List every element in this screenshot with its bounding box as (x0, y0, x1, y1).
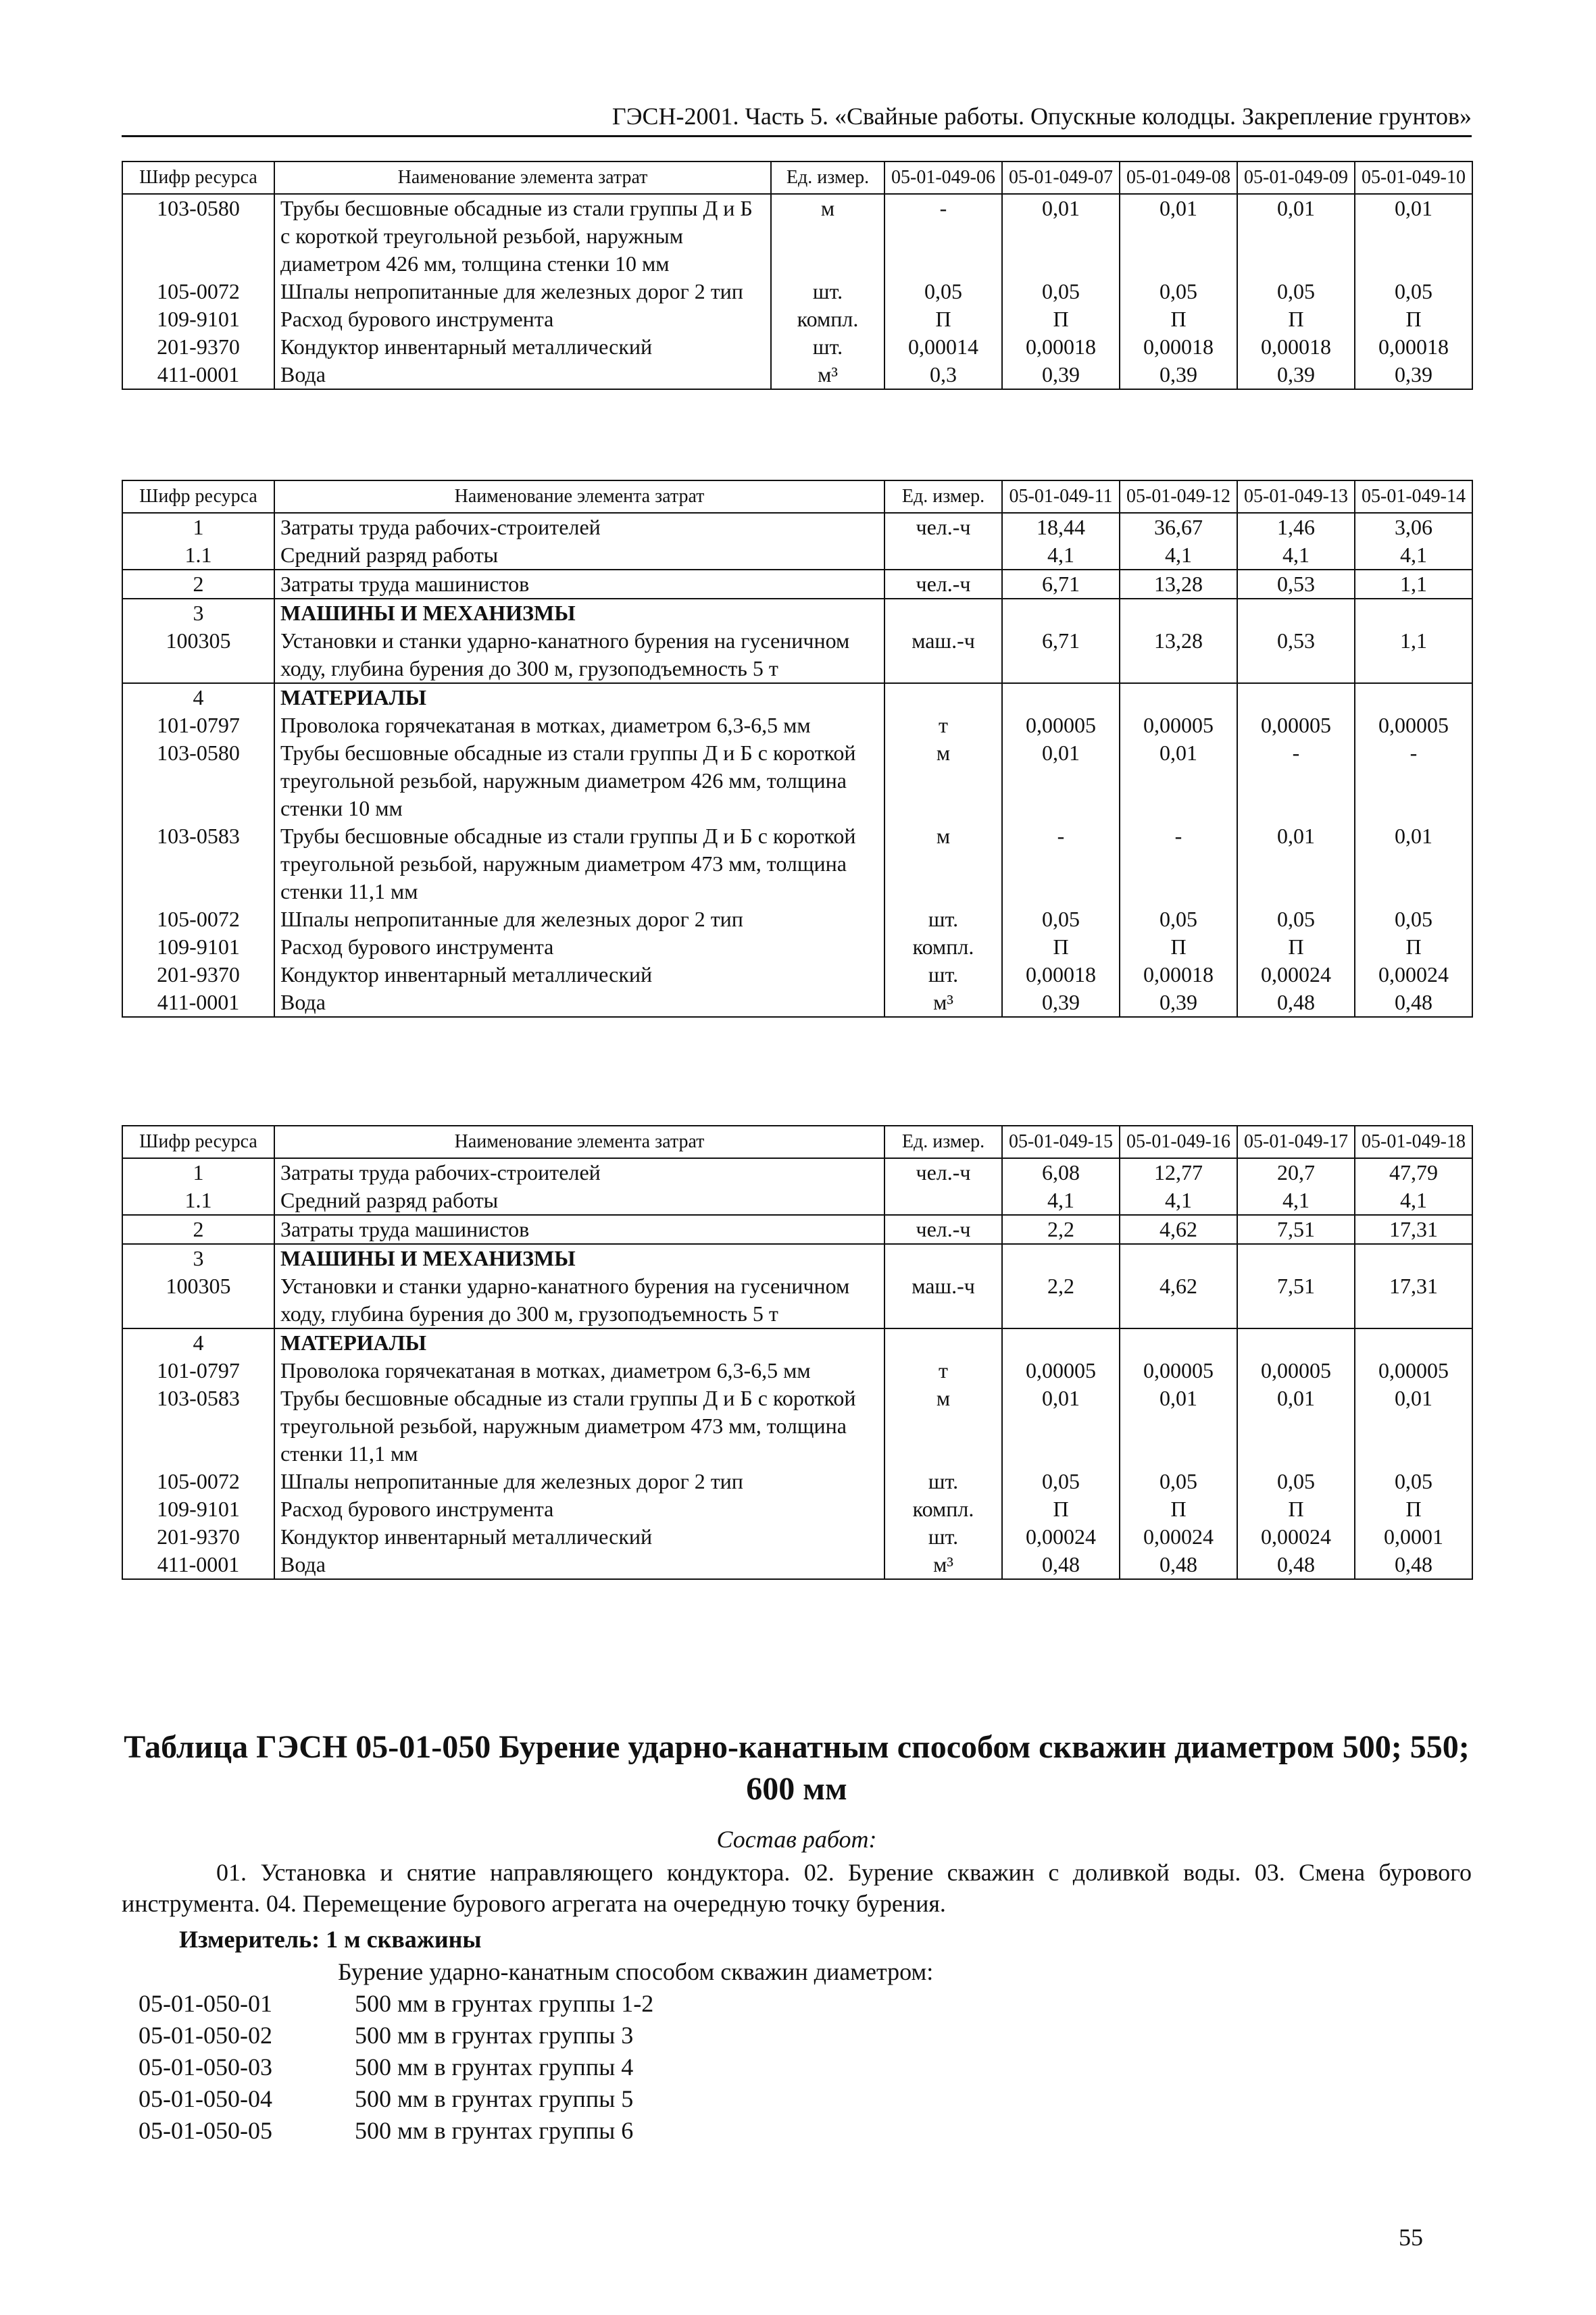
resource-code: 4 (122, 683, 274, 712)
unit-of-measure (884, 541, 1002, 570)
resource-code: 3 (122, 1244, 274, 1272)
column-header: 05-01-049-11 (1002, 480, 1120, 513)
resource-name: Затраты труда рабочих-строителей (274, 513, 884, 541)
resource-name: Шпалы непропитанные для железных дорог 2 тип (274, 905, 884, 933)
unit-of-measure: шт. (884, 961, 1002, 989)
norm-value: 0,3 (884, 361, 1002, 389)
norm-value: 0,05 (1120, 278, 1237, 305)
resource-name: МАШИНЫ И МЕХАНИЗМЫ (274, 1244, 884, 1272)
table-row (122, 712, 1472, 739)
code-list-item (139, 2020, 653, 2051)
resource-code: 101-0797 (122, 1357, 274, 1385)
norm-value: П (1002, 1495, 1120, 1523)
item-code: 05-01-050-02 (139, 2022, 272, 2049)
section-title: Таблица ГЭСН 05-01-050 Бурение ударно-канатным способом скважин диаметром 500; 550; 600 мм (124, 1729, 1470, 1807)
cost-table-049-06-10 (122, 161, 1473, 390)
resource-name: Трубы бесшовные обсадные из стали группы Д и Б с короткой треугольной резьбой, наружным диаметром 473 мм, толщина стенки 11,1 мм (274, 822, 884, 905)
norm-value: П (1002, 933, 1120, 961)
table-row (122, 1385, 1472, 1468)
norm-value: - (1355, 739, 1472, 822)
resource-name: Установки и станки ударно-канатного бурения на гусеничном ходу, глубина бурения до 300 м, грузоподъемность 5 т (274, 627, 884, 683)
norm-value: 2,2 (1002, 1272, 1120, 1328)
unit-of-measure: маш.-ч (884, 627, 1002, 683)
resource-code: 105-0072 (122, 278, 274, 305)
column-header: 05-01-049-16 (1120, 1126, 1237, 1158)
table-row (122, 599, 1472, 627)
header-rule (122, 135, 1472, 137)
table-row (122, 1272, 1472, 1328)
resource-code: 411-0001 (122, 1551, 274, 1579)
unit-of-measure (884, 599, 1002, 627)
resource-name: Шпалы непропитанные для железных дорог 2 тип (274, 278, 771, 305)
item-text: 500 мм в грунтах группы 5 (355, 2085, 634, 2112)
norm-value (1120, 1244, 1237, 1272)
norm-value: 6,71 (1002, 627, 1120, 683)
table-row (122, 961, 1472, 989)
norm-value: - (1237, 739, 1355, 822)
norm-value: 6,08 (1002, 1158, 1120, 1187)
norm-value: 0,05 (1355, 1468, 1472, 1495)
unit-of-measure: компл. (884, 1495, 1002, 1523)
table-row (122, 822, 1472, 905)
unit-of-measure: компл. (884, 933, 1002, 961)
norm-value: 0,00018 (1002, 333, 1120, 361)
norm-value: 0,01 (1002, 739, 1120, 822)
norm-value: 0,00014 (884, 333, 1002, 361)
norm-value: 0,00005 (1002, 1357, 1120, 1385)
resource-name: Средний разряд работы (274, 541, 884, 570)
table-row (122, 1328, 1472, 1357)
resource-name: Расход бурового инструмента (274, 305, 771, 333)
resource-name: Вода (274, 1551, 884, 1579)
resource-name: Кондуктор инвентарный металлический (274, 333, 771, 361)
norm-value: 4,1 (1002, 541, 1120, 570)
resource-code: 411-0001 (122, 361, 274, 389)
code-list-item (139, 2051, 653, 2083)
norm-value: - (1120, 822, 1237, 905)
column-header: 05-01-049-10 (1355, 161, 1472, 194)
norm-value: 0,48 (1355, 1551, 1472, 1579)
column-header: Шифр ресурса (122, 480, 274, 513)
table-row (122, 570, 1472, 599)
norm-value: П (1120, 933, 1237, 961)
resource-code: 103-0583 (122, 822, 274, 905)
unit-of-measure: м³ (771, 361, 884, 389)
norm-value: П (1237, 1495, 1355, 1523)
resource-name: МАТЕРИАЛЫ (274, 683, 884, 712)
resource-code: 109-9101 (122, 1495, 274, 1523)
item-text: 500 мм в грунтах группы 1-2 (355, 1990, 654, 2017)
unit-of-measure: т (884, 1357, 1002, 1385)
table-row (122, 361, 1472, 389)
column-header: 05-01-049-06 (884, 161, 1002, 194)
resource-name: Затраты труда машинистов (274, 1215, 884, 1244)
unit-of-measure: м (884, 822, 1002, 905)
norm-value: 0,00005 (1120, 1357, 1237, 1385)
unit-of-measure: т (884, 712, 1002, 739)
resource-name: Установки и станки ударно-канатного бурения на гусеничном ходу, глубина бурения до 300 м, грузоподъемность 5 т (274, 1272, 884, 1328)
norm-value: 0,00018 (1120, 333, 1237, 361)
item-code: 05-01-050-04 (139, 2085, 272, 2112)
norm-value: 0,00018 (1237, 333, 1355, 361)
norm-value: П (1237, 933, 1355, 961)
column-header: Шифр ресурса (122, 1126, 274, 1158)
table-row (122, 627, 1472, 683)
resource-code: 1 (122, 513, 274, 541)
norm-value: 13,28 (1120, 627, 1237, 683)
cost-table-049-15-18 (122, 1125, 1473, 1580)
norm-value (1002, 599, 1120, 627)
resource-code: 4 (122, 1328, 274, 1357)
norm-value: 0,01 (1237, 822, 1355, 905)
column-header: Наименование элемента затрат (274, 480, 884, 513)
norm-value: 0,01 (1120, 194, 1237, 278)
norm-value: 4,1 (1237, 1187, 1355, 1215)
column-header: Ед. измер. (884, 1126, 1002, 1158)
resource-name: Затраты труда рабочих-строителей (274, 1158, 884, 1187)
norm-value: 0,01 (1355, 1385, 1472, 1468)
column-header: Ед. измер. (884, 480, 1002, 513)
norm-value: 17,31 (1355, 1215, 1472, 1244)
header-row (122, 161, 1472, 194)
table-row (122, 513, 1472, 541)
norm-value: 0,00018 (1120, 961, 1237, 989)
norm-value (1002, 1328, 1120, 1357)
resource-code: 1.1 (122, 541, 274, 570)
norm-value: 0,01 (1237, 194, 1355, 278)
norm-value: 0,00024 (1355, 961, 1472, 989)
resource-code: 201-9370 (122, 1523, 274, 1551)
norm-value: 0,48 (1237, 1551, 1355, 1579)
norm-value: 4,1 (1120, 1187, 1237, 1215)
norm-value: 36,67 (1120, 513, 1237, 541)
unit-of-measure (884, 1244, 1002, 1272)
norm-value: 17,31 (1355, 1272, 1472, 1328)
unit-of-measure: м (884, 739, 1002, 822)
resource-name: Трубы бесшовные обсадные из стали группы Д и Б с короткой треугольной резьбой, наружным диаметром 426 мм, толщина стенки 10 мм (274, 194, 771, 278)
table-row (122, 905, 1472, 933)
table-row (122, 1523, 1472, 1551)
item-code: 05-01-050-03 (139, 2053, 272, 2081)
column-header: Наименование элемента затрат (274, 161, 771, 194)
column-header: Шифр ресурса (122, 161, 274, 194)
norm-value: 0,39 (1002, 989, 1120, 1017)
norm-value (1237, 1328, 1355, 1357)
norm-value: 0,39 (1355, 361, 1472, 389)
norm-value (1355, 683, 1472, 712)
table-row (122, 333, 1472, 361)
norm-value (1355, 1328, 1472, 1357)
norm-value: П (1120, 1495, 1237, 1523)
unit-of-measure (884, 1328, 1002, 1357)
page-number: 55 (1399, 2224, 1423, 2251)
column-header: 05-01-049-17 (1237, 1126, 1355, 1158)
norm-value: 0,05 (1237, 1468, 1355, 1495)
norm-value: 0,53 (1237, 627, 1355, 683)
resource-name: Затраты труда машинистов (274, 570, 884, 599)
unit-of-measure (884, 1187, 1002, 1215)
norm-value: 1,46 (1237, 513, 1355, 541)
resource-name: Шпалы непропитанные для железных дорог 2 тип (274, 1468, 884, 1495)
unit-of-measure: шт. (884, 1468, 1002, 1495)
norm-value: 0,01 (1355, 822, 1472, 905)
column-header: Ед. измер. (771, 161, 884, 194)
code-list-item (139, 1988, 653, 2020)
column-header: 05-01-049-08 (1120, 161, 1237, 194)
norm-value: 0,00005 (1237, 712, 1355, 739)
table-row (122, 1495, 1472, 1523)
norm-value (1002, 683, 1120, 712)
work-composition-heading: Состав работ: (716, 1826, 877, 1853)
item-code: 05-01-050-05 (139, 2117, 272, 2144)
resource-name: Трубы бесшовные обсадные из стали группы Д и Б с короткой треугольной резьбой, наружным диаметром 426 мм, толщина стенки 10 мм (274, 739, 884, 822)
resource-code: 105-0072 (122, 905, 274, 933)
norm-value: 0,05 (1355, 905, 1472, 933)
table-row (122, 683, 1472, 712)
norm-value: 4,1 (1237, 541, 1355, 570)
norm-value: 13,28 (1120, 570, 1237, 599)
column-header: 05-01-049-14 (1355, 480, 1472, 513)
unit-of-measure: шт. (771, 333, 884, 361)
norm-value: 4,62 (1120, 1272, 1237, 1328)
norm-value: 0,01 (1002, 194, 1120, 278)
resource-name: Вода (274, 361, 771, 389)
resource-code: 2 (122, 570, 274, 599)
norm-value (1120, 1328, 1237, 1357)
table-row (122, 1357, 1472, 1385)
unit-of-measure: чел.-ч (884, 1215, 1002, 1244)
norm-value: - (1002, 822, 1120, 905)
norm-value: 0,39 (1120, 361, 1237, 389)
norm-value: 0,01 (1120, 1385, 1237, 1468)
norm-value: 0,01 (1002, 1385, 1120, 1468)
table-row (122, 1551, 1472, 1579)
column-header: 05-01-049-18 (1355, 1126, 1472, 1158)
norm-value: 0,00024 (1002, 1523, 1120, 1551)
norm-value: 12,77 (1120, 1158, 1237, 1187)
norm-value: 0,0001 (1355, 1523, 1472, 1551)
measure-unit: Измеритель: 1 м скважины (179, 1926, 482, 1953)
norm-value: 0,00005 (1355, 1357, 1472, 1385)
resource-name: Кондуктор инвентарный металлический (274, 1523, 884, 1551)
norm-value: 2,2 (1002, 1215, 1120, 1244)
norm-value: П (1355, 933, 1472, 961)
unit-of-measure: чел.-ч (884, 1158, 1002, 1187)
norm-value: 1,1 (1355, 627, 1472, 683)
norm-value: 7,51 (1237, 1272, 1355, 1328)
resource-name: Проволока горячекатаная в мотках, диаметром 6,3-6,5 мм (274, 1357, 884, 1385)
items-intro: Бурение ударно-канатным способом скважин диаметром: (338, 1958, 934, 1985)
norm-value: 0,05 (1002, 278, 1120, 305)
table-row (122, 541, 1472, 570)
norm-value: 3,06 (1355, 513, 1472, 541)
norm-value: 0,00005 (1355, 712, 1472, 739)
resource-code: 103-0583 (122, 1385, 274, 1468)
table-row (122, 1244, 1472, 1272)
table-row (122, 739, 1472, 822)
resource-name: Трубы бесшовные обсадные из стали группы Д и Б с короткой треугольной резьбой, наружным диаметром 473 мм, толщина стенки 11,1 мм (274, 1385, 884, 1468)
table-row (122, 278, 1472, 305)
norm-value (1120, 599, 1237, 627)
column-header: 05-01-049-09 (1237, 161, 1355, 194)
resource-name: МАТЕРИАЛЫ (274, 1328, 884, 1357)
item-code: 05-01-050-01 (139, 1990, 272, 2017)
item-text: 500 мм в грунтах группы 4 (355, 2053, 634, 2081)
norm-value (1120, 683, 1237, 712)
resource-name: Вода (274, 989, 884, 1017)
unit-of-measure: м³ (884, 989, 1002, 1017)
norm-value (1237, 1244, 1355, 1272)
norm-value: 0,48 (1120, 1551, 1237, 1579)
norm-value: П (1355, 1495, 1472, 1523)
resource-name: Средний разряд работы (274, 1187, 884, 1215)
unit-of-measure: м (771, 194, 884, 278)
code-list-item (139, 2115, 653, 2147)
norm-value: 0,05 (884, 278, 1002, 305)
unit-of-measure: м (884, 1385, 1002, 1468)
code-list-item (139, 2083, 653, 2115)
unit-of-measure: чел.-ч (884, 570, 1002, 599)
table-row (122, 305, 1472, 333)
table-row (122, 989, 1472, 1017)
norm-value: 0,01 (1120, 739, 1237, 822)
item-text: 500 мм в грунтах группы 6 (355, 2117, 634, 2144)
resource-name: Проволока горячекатаная в мотках, диаметром 6,3-6,5 мм (274, 712, 884, 739)
norm-value: 0,00024 (1237, 961, 1355, 989)
norm-value: 0,00005 (1120, 712, 1237, 739)
table-row (122, 1187, 1472, 1215)
norm-value: 20,7 (1237, 1158, 1355, 1187)
norm-value (1002, 1244, 1120, 1272)
resource-code: 1 (122, 1158, 274, 1187)
column-header: 05-01-049-15 (1002, 1126, 1120, 1158)
norm-value: 47,79 (1355, 1158, 1472, 1187)
norm-value: 0,48 (1355, 989, 1472, 1017)
resource-name: Расход бурового инструмента (274, 933, 884, 961)
norm-value: 0,00024 (1120, 1523, 1237, 1551)
unit-of-measure: шт. (884, 1523, 1002, 1551)
resource-code: 201-9370 (122, 961, 274, 989)
norm-value: 0,00005 (1002, 712, 1120, 739)
resource-code: 201-9370 (122, 333, 274, 361)
norm-value: 0,48 (1237, 989, 1355, 1017)
norm-value: 0,39 (1237, 361, 1355, 389)
norm-value: 4,1 (1355, 1187, 1472, 1215)
norm-value: 0,05 (1002, 905, 1120, 933)
resource-code: 3 (122, 599, 274, 627)
norm-value: 0,05 (1355, 278, 1472, 305)
resource-code: 100305 (122, 1272, 274, 1328)
resource-code: 411-0001 (122, 989, 274, 1017)
column-header: Наименование элемента затрат (274, 1126, 884, 1158)
resource-code: 105-0072 (122, 1468, 274, 1495)
unit-of-measure: маш.-ч (884, 1272, 1002, 1328)
norm-value (1355, 599, 1472, 627)
norm-value: - (884, 194, 1002, 278)
unit-of-measure (884, 683, 1002, 712)
table-row (122, 1215, 1472, 1244)
cost-table-049-11-14 (122, 480, 1473, 1018)
work-composition-text: 01. Установка и снятие направляющего кондуктора. 02. Бурение скважин с доливкой воды. 03. Смена бурового инструмента. 04. Перемещение бурового агрегата на очередную точку бурения. (122, 1859, 1472, 1917)
norm-value: П (1355, 305, 1472, 333)
table-row (122, 1468, 1472, 1495)
column-header: 05-01-049-13 (1237, 480, 1355, 513)
norm-value (1355, 1244, 1472, 1272)
table-row (122, 194, 1472, 278)
norm-value: 0,39 (1120, 989, 1237, 1017)
table-row (122, 933, 1472, 961)
unit-of-measure: шт. (771, 278, 884, 305)
norm-value: 7,51 (1237, 1215, 1355, 1244)
item-text: 500 мм в грунтах группы 3 (355, 2022, 634, 2049)
header-row (122, 1126, 1472, 1158)
resource-code: 109-9101 (122, 933, 274, 961)
resource-code: 109-9101 (122, 305, 274, 333)
norm-value: 18,44 (1002, 513, 1120, 541)
resource-code: 100305 (122, 627, 274, 683)
norm-value: 4,62 (1120, 1215, 1237, 1244)
resource-code: 101-0797 (122, 712, 274, 739)
norm-value: 0,01 (1355, 194, 1472, 278)
norm-value: 6,71 (1002, 570, 1120, 599)
norm-value: 0,05 (1237, 905, 1355, 933)
norm-value: 0,39 (1002, 361, 1120, 389)
norm-value: П (1120, 305, 1237, 333)
norm-value: 4,1 (1120, 541, 1237, 570)
norm-value: 0,00018 (1355, 333, 1472, 361)
norm-value: 0,00018 (1002, 961, 1120, 989)
resource-name: Кондуктор инвентарный металлический (274, 961, 884, 989)
norm-value: 0,05 (1002, 1468, 1120, 1495)
resource-code: 103-0580 (122, 194, 274, 278)
norm-value: 0,00005 (1237, 1357, 1355, 1385)
unit-of-measure: чел.-ч (884, 513, 1002, 541)
norm-value: 0,48 (1002, 1551, 1120, 1579)
norm-value (1237, 683, 1355, 712)
running-header: ГЭСН-2001. Часть 5. «Свайные работы. Опускные колодцы. Закрепление грунтов» (612, 103, 1472, 130)
norm-value: 1,1 (1355, 570, 1472, 599)
norm-value: 0,05 (1237, 278, 1355, 305)
norm-value (1237, 599, 1355, 627)
column-header: 05-01-049-07 (1002, 161, 1120, 194)
resource-name: Расход бурового инструмента (274, 1495, 884, 1523)
unit-of-measure: шт. (884, 905, 1002, 933)
resource-code: 1.1 (122, 1187, 274, 1215)
resource-code: 103-0580 (122, 739, 274, 822)
table-row (122, 1158, 1472, 1187)
norm-value: 0,53 (1237, 570, 1355, 599)
norm-value: 0,00024 (1237, 1523, 1355, 1551)
norm-value: 0,05 (1120, 1468, 1237, 1495)
norm-value: 4,1 (1355, 541, 1472, 570)
unit-of-measure: компл. (771, 305, 884, 333)
column-header: 05-01-049-12 (1120, 480, 1237, 513)
norm-value: П (884, 305, 1002, 333)
header-row (122, 480, 1472, 513)
resource-name: МАШИНЫ И МЕХАНИЗМЫ (274, 599, 884, 627)
norm-value: 4,1 (1002, 1187, 1120, 1215)
code-list (139, 1988, 653, 2147)
norm-value: 0,05 (1120, 905, 1237, 933)
unit-of-measure: м³ (884, 1551, 1002, 1579)
norm-value: 0,01 (1237, 1385, 1355, 1468)
resource-code: 2 (122, 1215, 274, 1244)
norm-value: П (1002, 305, 1120, 333)
norm-value: П (1237, 305, 1355, 333)
